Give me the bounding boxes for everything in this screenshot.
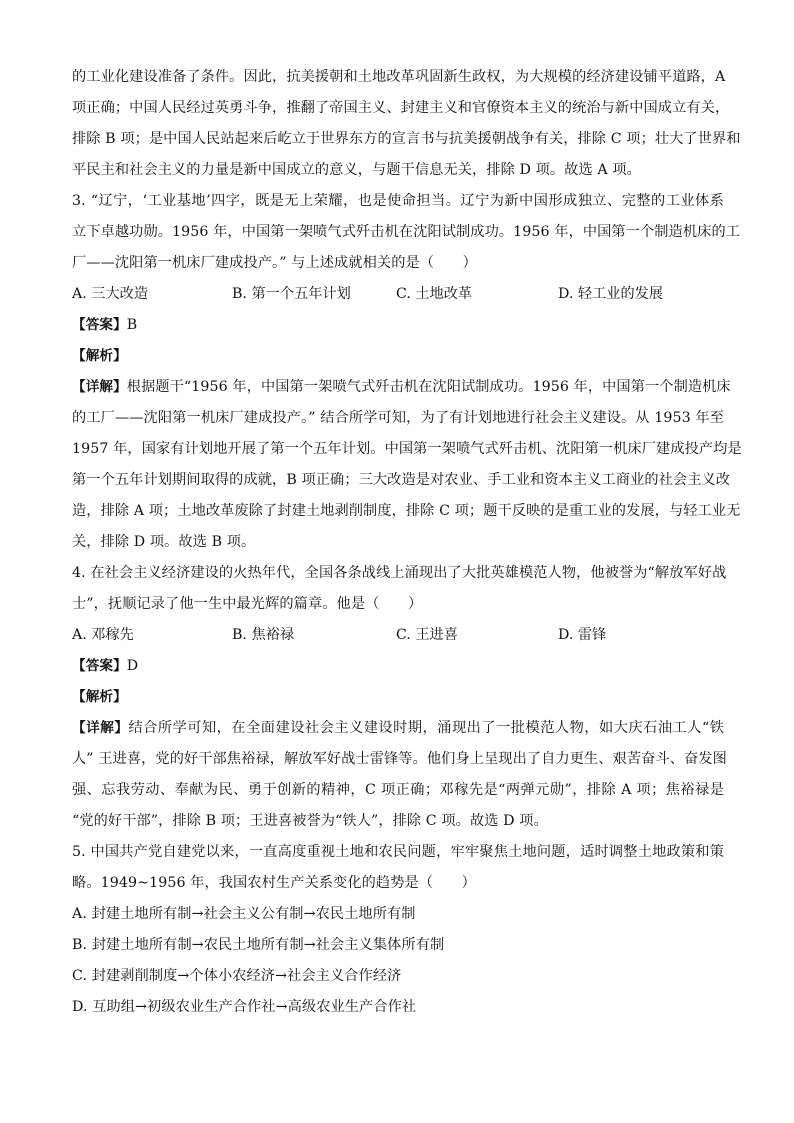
- detail-line: 造，排除 A 项；土地改革废除了封建土地剥削制度，排除 C 项；题干反映的是重工业的发展，与轻工业无: [72, 503, 741, 519]
- option-b: B. 第一个五年计划: [232, 286, 351, 302]
- question-stem-line: 3. “辽宁，‘工业基地’四字，既是无上荣耀，也是使命担当。辽宁为新中国形成独立、完整的工业体系: [72, 193, 724, 209]
- question-stem-line: 5. 中国共产党自建党以来，一直高度重视土地和农民问题，牢牢聚焦土地问题，适时调整土地政策和策: [72, 844, 724, 860]
- analysis-line: [72, 341, 724, 372]
- question-stem-line: 4. 在社会主义经济建设的火热年代，全国各条战线上涌现出了大批英雄模范人物，他被誉为“解放军好战: [72, 565, 727, 581]
- detail-tag: 【详解】: [72, 720, 129, 736]
- options-row: [72, 279, 724, 310]
- text-line: 项正确；中国人民经过英勇斗争，推翻了帝国主义、封建主义和官僚资本主义的统治与新中国成立有关，: [72, 100, 730, 116]
- detail-line: 人” 王进喜，党的好干部焦裕禄，解放军好战士雷锋等。他们身上呈现出了自力更生、艰苦奋斗、奋发图: [72, 751, 727, 767]
- options-row: [72, 620, 724, 651]
- answer-tag: 【答案】: [72, 317, 127, 333]
- option-d: D. 雷锋: [558, 627, 607, 643]
- detail-text: 根据题干“1956 年，中国第一架喷气式歼击机在沈阳试制成功。1956 年，中国第一个制造机床: [126, 379, 731, 395]
- text-line: 平民主和社会主义的力量是新中国成立的意义，与题干信息无关，排除 D 项。故选 A 项。: [72, 162, 641, 178]
- detail-text: 结合所学可知，在全面建设社会主义建设时期，涌现出了一批模范人物，如大庆石油工人“铁: [128, 720, 724, 736]
- answer-line: [72, 310, 724, 341]
- analysis-tag: 【解析】: [72, 689, 127, 705]
- document-page: [72, 62, 742, 1023]
- option-c: C. 土地改革: [396, 286, 473, 302]
- analysis-line: [72, 682, 724, 713]
- question-4: [72, 558, 727, 837]
- question-5: [72, 837, 724, 1023]
- answer-value: D: [126, 658, 139, 674]
- answer-value: B: [126, 317, 138, 333]
- option-b: B. 封建土地所有制→农民土地所有制→社会主义集体所有制: [72, 937, 445, 953]
- text-line: 排除 B 项；是中国人民站起来后屹立于世界东方的宣言书与抗美援朝战争有关，排除 C 项；壮大了世界和: [72, 131, 741, 147]
- option-b: B. 焦裕禄: [232, 627, 295, 643]
- option-d: D. 轻工业的发展: [558, 286, 664, 302]
- prev-answer-explanation: [72, 62, 741, 186]
- detail-line: 第一个五年计划期间取得的成就，B 项正确；三大改造是对农业、手工业和资本主义工商业的社会主义改: [72, 472, 731, 488]
- detail-line: “党的好干部”，排除 B 项；王进喜被誉为“铁人”，排除 C 项。故选 D 项。: [72, 813, 548, 829]
- option-c: C. 封建剥削制度→个体小农经济→社会主义合作经济: [72, 968, 402, 984]
- option-a: A. 邓稼先: [72, 627, 134, 643]
- answer-line: [72, 651, 724, 682]
- option-a: A. 三大改造: [72, 286, 149, 302]
- detail-line: 的工厂——沈阳第一机床厂建成投产。” 结合所学可知，为了有计划地进行社会主义建设。从 1953 年至: [72, 410, 724, 426]
- option-d: D. 互助组→初级农业生产合作社→高级农业生产合作社: [72, 999, 417, 1015]
- question-stem-line: 士”，抚顺记录了他一生中最光辉的篇章。他是（ ）: [72, 596, 423, 612]
- detail-line: 强、忘我劳动、奉献为民、勇于创新的精神，C 项正确；邓稼先是“两弹元勋”，排除 A 项；焦裕禄是: [72, 782, 724, 798]
- detail-line: [72, 713, 724, 744]
- question-3: [72, 186, 742, 558]
- question-stem-line: 立下卓越功勋。1956 年，中国第一架喷气式歼击机在沈阳试制成功。1956 年，中国第一个制造机床的工: [72, 224, 741, 240]
- question-stem-line: 厂——沈阳第一机床厂建成投产。” 与上述成就相关的是（ ）: [72, 255, 477, 271]
- detail-line: [72, 372, 731, 403]
- option-a: A. 封建土地所有制→社会主义公有制→农民土地所有制: [72, 906, 416, 922]
- option-c: C. 王进喜: [396, 627, 458, 643]
- text-line: 的工业化建设准备了条件。因此，抗美援朝和土地改革巩固新生政权，为大规模的经济建设铺平道路，A: [72, 69, 726, 85]
- question-stem-line: 略。1949~1956 年，我国农村生产关系变化的趋势是（ ）: [72, 875, 476, 891]
- detail-tag: 【详解】: [72, 379, 127, 395]
- analysis-tag: 【解析】: [72, 348, 127, 364]
- detail-line: 1957 年，国家有计划地开展了第一个五年计划。中国第一架喷气式歼击机、沈阳第一机床厂建成投产均是: [72, 441, 742, 457]
- detail-line: 关，排除 D 项。故选 B 项。: [72, 534, 256, 550]
- answer-tag: 【答案】: [72, 658, 127, 674]
